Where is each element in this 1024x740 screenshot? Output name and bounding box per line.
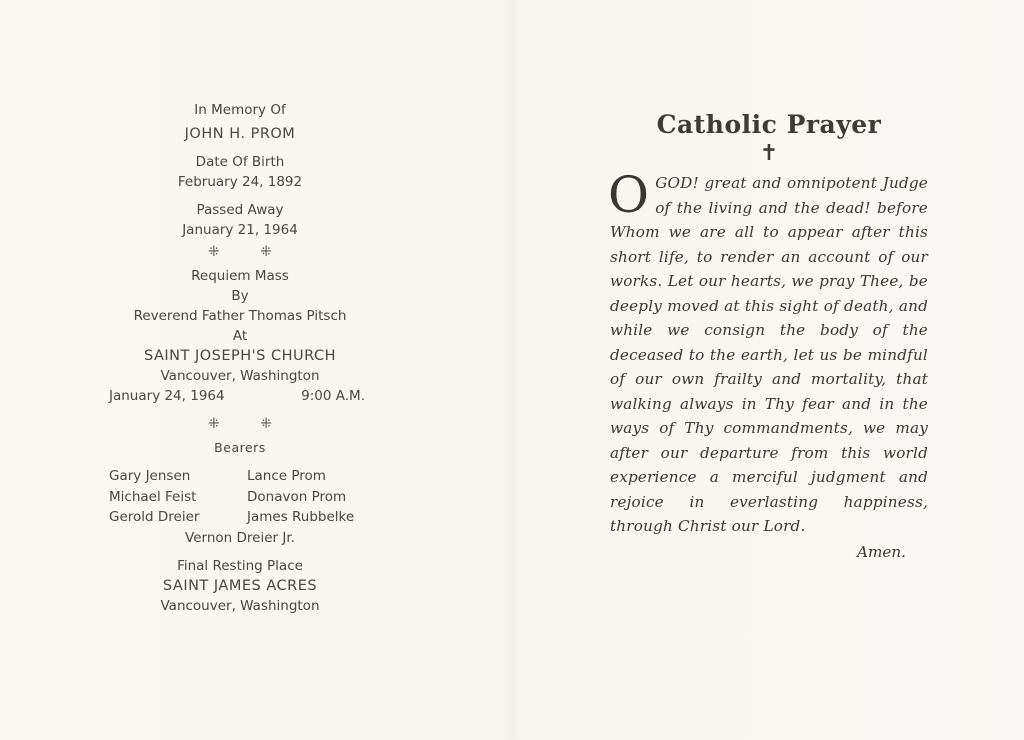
amen: Amen. bbox=[857, 542, 906, 561]
resting-place: SAINT JAMES ACRES bbox=[162, 577, 318, 594]
by-label: By bbox=[231, 288, 249, 304]
dob-label: Date Of Birth bbox=[195, 154, 285, 170]
mass-label: Requiem Mass bbox=[191, 268, 289, 284]
resting-city: Vancouver, Washington bbox=[160, 597, 320, 614]
dob: February 24, 1892 bbox=[177, 174, 303, 190]
mass-date: January 24, 1964 bbox=[109, 388, 225, 404]
prayer-text bbox=[608, 166, 928, 539]
in-memory-of: In Memory Of bbox=[194, 102, 286, 118]
bearer: Gary Jensen bbox=[109, 468, 191, 484]
passed-label: Passed Away bbox=[196, 202, 284, 218]
bearer-last: Vernon Dreier Jr. bbox=[185, 529, 295, 546]
bearer: Lance Prom bbox=[247, 468, 326, 484]
mass-time: 9:00 A.M. bbox=[301, 388, 365, 404]
mass-datetime bbox=[95, 386, 385, 406]
memorial-details bbox=[95, 100, 385, 616]
church-city: Vancouver, Washington bbox=[160, 368, 320, 384]
cross-icon: ✝ bbox=[759, 141, 779, 166]
resting-label: Final Resting Place bbox=[177, 557, 303, 574]
prayer-body: GOD! great and omnipotent Judge of the living and the dead! before Whom we are all to appear after this short life, to render an account of our works. Let our hearts, we pray Thee, be deeply moved at this sight of death, and while we consign the body of the deceased to the earth, let us be mindful of our own frailty and mortality, that walking always in Thy fear and in the ways of Thy commandments, we may after our departure from this world experience a merciful judgment and rejoice in everlasting happiness, through Christ our Lord. bbox=[610, 174, 928, 535]
bearers-label: Bearers bbox=[214, 440, 266, 455]
at-label: At bbox=[232, 328, 248, 344]
church-name: SAINT JOSEPH'S CHURCH bbox=[143, 348, 336, 364]
bearer: Donavon Prom bbox=[247, 488, 347, 505]
bearer: James Rubbelke bbox=[247, 509, 355, 525]
bearer: Michael Feist bbox=[109, 488, 197, 505]
bearers-list bbox=[95, 466, 385, 528]
bearer: Gerold Dreier bbox=[109, 509, 200, 525]
passed-date: January 21, 1964 bbox=[182, 222, 298, 238]
ornament-icon: ⁜ ⁜ bbox=[208, 416, 290, 432]
drop-cap: O bbox=[608, 166, 650, 224]
celebrant: Reverend Father Thomas Pitsch bbox=[133, 308, 347, 324]
ornament-icon: ⁜ ⁜ bbox=[208, 244, 290, 260]
prayer-title: Catholic Prayer bbox=[656, 110, 882, 139]
deceased-name: JOHN H. PROM bbox=[184, 126, 296, 142]
prayer-panel bbox=[610, 110, 928, 561]
